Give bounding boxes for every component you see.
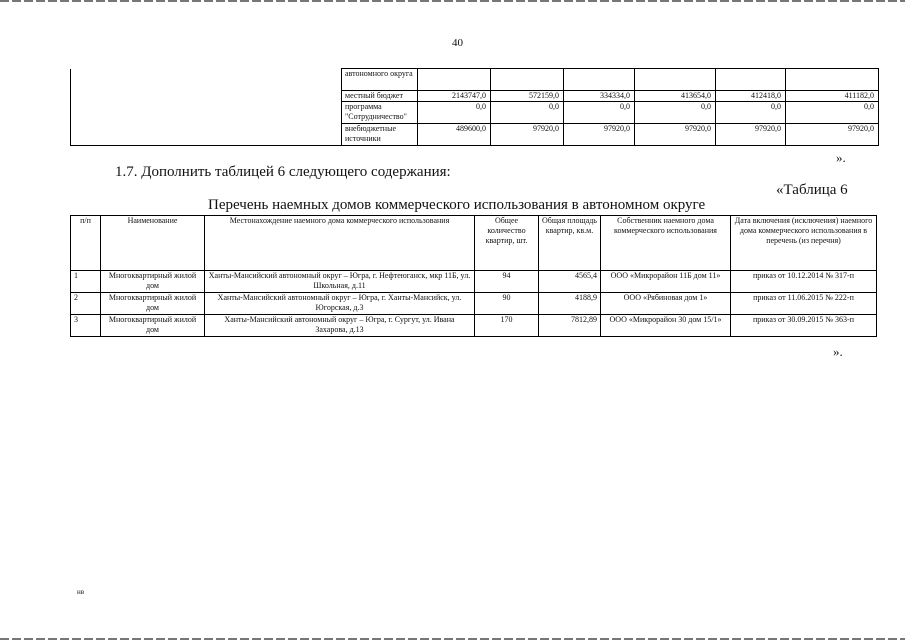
table-cell-empty xyxy=(71,91,342,102)
header-date: Дата включения (исключения) наемного дома коммерческого использования в перечень (из перечня) xyxy=(731,216,877,271)
cell-name: Многоквартирный жилой дом xyxy=(101,293,205,315)
table-row xyxy=(71,102,879,124)
table-5-continuation xyxy=(70,68,879,146)
value-cell: 0,0 xyxy=(786,102,879,124)
cell-apartments: 94 xyxy=(475,271,539,293)
value-cell: 97920,0 xyxy=(716,124,786,146)
value-cell xyxy=(716,69,786,91)
value-cell: 572159,0 xyxy=(491,91,564,102)
cell-owner: ООО «Микрорайон 30 дом 15/1» xyxy=(601,315,731,337)
value-cell: 334334,0 xyxy=(564,91,635,102)
value-cell xyxy=(786,69,879,91)
value-cell: 0,0 xyxy=(635,102,716,124)
table-row xyxy=(71,271,877,293)
table-header-row xyxy=(71,216,877,271)
header-area: Общая площадь квартир, кв.м. xyxy=(539,216,601,271)
page-number: 40 xyxy=(452,37,463,49)
value-cell: 0,0 xyxy=(491,102,564,124)
quote-close: ». xyxy=(836,150,846,165)
cell-location: Ханты-Мансийский автономный округ – Югра, г. Ханты-Мансийск, ул. Югорская, д.3 xyxy=(205,293,475,315)
table-row xyxy=(71,293,877,315)
table-cell-empty xyxy=(71,124,342,146)
cell-date: приказ от 30.09.2015 № 363-п xyxy=(731,315,877,337)
cell-num: 3 xyxy=(71,315,101,337)
header-owner: Собственник наемного дома коммерческого использования xyxy=(601,216,731,271)
value-cell: 0,0 xyxy=(564,102,635,124)
value-cell: 97920,0 xyxy=(491,124,564,146)
section-heading: 1.7. Дополнить таблицей 6 следующего содержания: xyxy=(115,164,451,180)
value-cell: 97920,0 xyxy=(786,124,879,146)
table-cell-empty xyxy=(71,102,342,124)
value-cell xyxy=(564,69,635,91)
cell-area: 7812,89 xyxy=(539,315,601,337)
header-num: п/п xyxy=(71,216,101,271)
scan-edge-top xyxy=(0,0,905,2)
value-cell: 413654,0 xyxy=(635,91,716,102)
cell-apartments: 170 xyxy=(475,315,539,337)
cell-num: 1 xyxy=(71,271,101,293)
value-cell: 0,0 xyxy=(418,102,491,124)
table-row xyxy=(71,124,879,146)
row-label: местный бюджет xyxy=(342,91,418,102)
cell-name: Многоквартирный жилой дом xyxy=(101,271,205,293)
value-cell: 412418,0 xyxy=(716,91,786,102)
value-cell: 411182,0 xyxy=(786,91,879,102)
table-6 xyxy=(70,215,877,337)
header-apartments: Общее количество квартир, шт. xyxy=(475,216,539,271)
cell-location: Ханты-Мансийский автономный округ – Югра, г. Нефтеюганск, мкр 11Б, ул. Школьная, д.11 xyxy=(205,271,475,293)
cell-apartments: 90 xyxy=(475,293,539,315)
footer-mark: нв xyxy=(77,588,85,596)
cell-area: 4188,9 xyxy=(539,293,601,315)
header-location: Местонахождение наемного дома коммерческого использования xyxy=(205,216,475,271)
cell-owner: ООО «Рябиновая дом 1» xyxy=(601,293,731,315)
quote-close: ». xyxy=(833,344,843,359)
cell-date: приказ от 11.06.2015 № 222-п xyxy=(731,293,877,315)
header-name: Наименование xyxy=(101,216,205,271)
value-cell: 0,0 xyxy=(716,102,786,124)
row-label: внебюджетные источники xyxy=(342,124,418,146)
value-cell xyxy=(491,69,564,91)
cell-location: Ханты-Мансийский автономный округ – Югра, г. Сургут, ул. Ивана Захарова, д.13 xyxy=(205,315,475,337)
value-cell xyxy=(635,69,716,91)
table-caption: «Таблица 6 xyxy=(776,182,848,198)
value-cell: 97920,0 xyxy=(635,124,716,146)
value-cell: 489600,0 xyxy=(418,124,491,146)
cell-owner: ООО «Микрорайон 11Б дом 11» xyxy=(601,271,731,293)
table-row xyxy=(71,315,877,337)
cell-name: Многоквартирный жилой дом xyxy=(101,315,205,337)
value-cell: 2143747,0 xyxy=(418,91,491,102)
value-cell xyxy=(418,69,491,91)
cell-area: 4565,4 xyxy=(539,271,601,293)
value-cell: 97920,0 xyxy=(564,124,635,146)
row-label: автономного округа xyxy=(342,69,418,91)
table-cell-empty xyxy=(71,69,342,91)
cell-num: 2 xyxy=(71,293,101,315)
table-title: Перечень наемных домов коммерческого использования в автономном округе xyxy=(208,197,706,213)
cell-date: приказ от 10.12.2014 № 317-п xyxy=(731,271,877,293)
table-row xyxy=(71,91,879,102)
table-row xyxy=(71,69,879,91)
row-label: программа "Сотрудничество" xyxy=(342,102,418,124)
